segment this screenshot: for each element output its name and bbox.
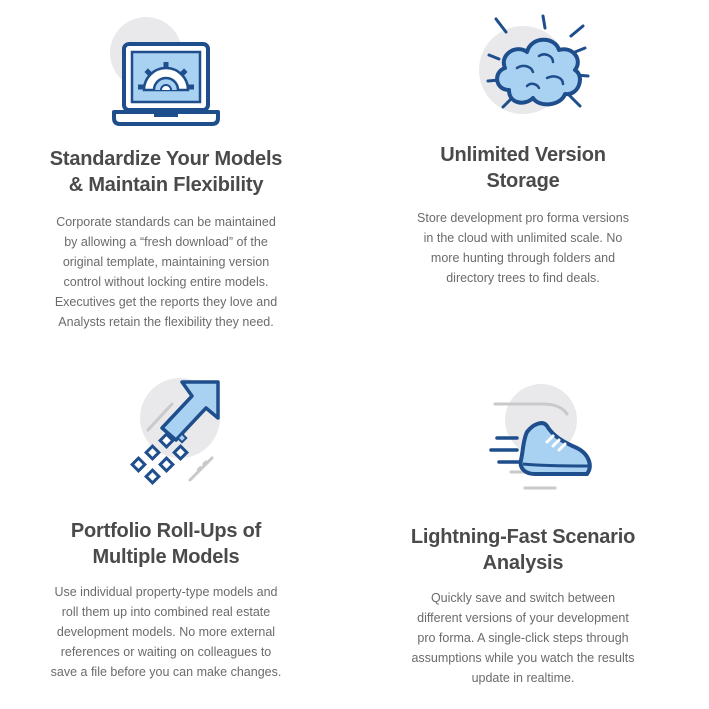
feature-description [16,582,316,682]
description-line: Use individual property-type models and [54,585,278,599]
feature-title [373,142,673,194]
feature-title-line: Analysis [482,552,564,574]
description-line: by allowing a “fresh download” of the [64,235,268,249]
feature-portfolio-rollups [16,372,316,682]
description-line: update in realtime. [471,671,575,685]
description-line: control without locking entire models. [63,275,269,289]
feature-description [373,588,673,688]
feature-standardize-models [16,8,316,332]
feature-title [373,524,673,576]
description-line: assumptions while you watch the results [411,651,635,665]
description-line: Analysts retain the flexibility they need. [58,315,274,329]
laptop-gear-icon [86,8,246,138]
feature-title-line: Storage [486,170,560,192]
running-shoe-icon [443,380,603,510]
description-line: roll them up into combined real estate [61,605,271,619]
feature-description [16,212,316,332]
description-line: different versions of your development [417,611,629,625]
feature-title-line: Portfolio Roll-Ups of [70,520,262,542]
feature-title-line: & Maintain Flexibility [68,174,264,196]
feature-title-line: Lightning-Fast Scenario [410,526,636,548]
rollup-arrow-icon [86,372,246,502]
feature-title [16,146,316,198]
description-line: Quickly save and switch between [430,591,616,605]
description-line: references or waiting on colleagues to [60,645,272,659]
description-line: development models. No more external [56,625,276,639]
description-line: Corporate standards can be maintained [56,215,276,229]
description-line: save a file before you can make changes. [50,665,282,679]
description-line: in the cloud with unlimited scale. No [423,231,623,245]
feature-title [16,518,316,570]
feature-description [373,208,673,288]
description-line: more hunting through folders and [430,251,616,265]
description-line: Store development pro forma versions [417,211,629,225]
feature-lightning-fast-analysis [373,380,673,688]
feature-title-line: Multiple Models [92,546,240,568]
description-line: pro forma. A single-click steps through [417,631,629,645]
description-line: directory trees to find deals. [446,271,600,285]
description-line: Executives get the reports they love and [54,295,278,309]
cloud-icon [443,6,603,136]
feature-unlimited-storage [373,6,673,288]
feature-title-line: Unlimited Version [440,144,606,166]
feature-title-line: Standardize Your Models [49,148,283,170]
description-line: original template, maintaining version [62,255,270,269]
